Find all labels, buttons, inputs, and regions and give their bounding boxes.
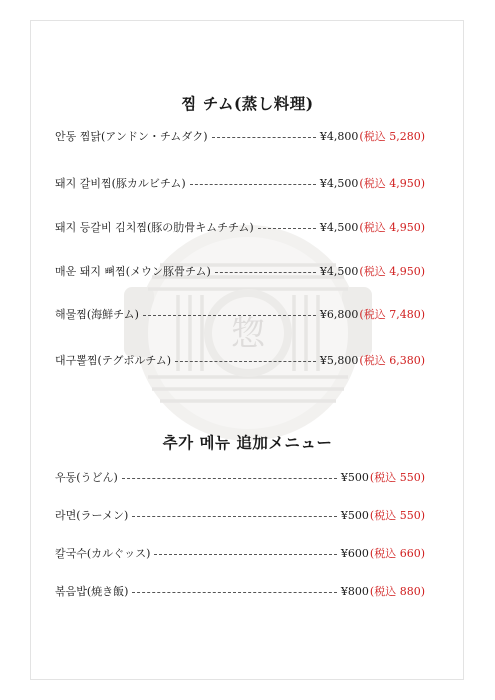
dotted-leader <box>132 592 336 593</box>
menu-item <box>55 219 425 235</box>
menu-item-tax-price: (税込 7,480) <box>359 308 425 321</box>
menu-item-name: 우동(うどん) <box>55 471 118 484</box>
dotted-leader <box>143 315 316 316</box>
menu-item-price: ¥800 <box>340 584 369 598</box>
dotted-leader <box>215 272 316 273</box>
menu-item-name: 돼지 등갈비 김치찜(豚の肋骨キムチチム) <box>55 221 254 234</box>
dotted-leader <box>132 516 337 517</box>
pot-logo-icon <box>118 205 378 455</box>
menu-item <box>55 545 425 561</box>
menu-item-name: 라면(ラーメン) <box>55 509 129 522</box>
section-title-steamed: 찜 チム(蒸し料理) <box>181 94 314 113</box>
dotted-leader <box>212 137 316 138</box>
menu-item-tax-price: (税込 550) <box>369 471 425 484</box>
menu-item-name: 해물찜(海鮮チム) <box>55 308 139 321</box>
menu-item-name: 돼지 갈비찜(豚カルビチム) <box>55 177 186 190</box>
menu-item-price: ¥6,800 <box>319 307 359 321</box>
menu-item <box>55 306 425 322</box>
menu-item-tax-price: (税込 550) <box>369 509 425 522</box>
watermark-glyph: 惣 <box>231 314 265 354</box>
menu-item-tax-price: (税込 880) <box>369 585 425 598</box>
menu-item-tax-price: (税込 5,280) <box>359 130 425 143</box>
menu-item-tax-price: (税込 660) <box>369 547 425 560</box>
menu-item-price: ¥4,500 <box>319 220 359 234</box>
menu-item-price: ¥600 <box>340 546 369 560</box>
menu-item <box>55 175 425 191</box>
menu-item <box>55 263 425 279</box>
menu-item-price: ¥5,800 <box>319 353 359 367</box>
menu-item-tax-price: (税込 4,950) <box>359 265 425 278</box>
menu-item-name: 안동 찜닭(アンドン・チムダク) <box>55 130 208 143</box>
dotted-leader <box>154 554 336 555</box>
menu-item-name: 볶음밥(焼き飯) <box>55 585 129 598</box>
menu-item <box>55 583 425 599</box>
menu-item <box>55 128 425 144</box>
menu-item-price: ¥500 <box>340 470 369 484</box>
menu-item-tax-price: (税込 4,950) <box>359 221 425 234</box>
menu-item-price: ¥500 <box>340 508 369 522</box>
menu-item <box>55 352 425 368</box>
dotted-leader <box>175 361 316 362</box>
menu-item-price: ¥4,500 <box>319 264 359 278</box>
dotted-leader <box>258 228 316 229</box>
menu-item-price: ¥4,500 <box>319 176 359 190</box>
menu-item <box>55 507 425 523</box>
dotted-leader <box>122 478 337 479</box>
menu-item-tax-price: (税込 6,380) <box>359 354 425 367</box>
section-title-extra-menu: 추가 메뉴 追加メニュー <box>162 433 333 452</box>
menu-item-tax-price: (税込 4,950) <box>359 177 425 190</box>
menu-item-name: 매운 돼지 뼈찜(メウン豚骨チム) <box>55 265 211 278</box>
dotted-leader <box>190 184 316 185</box>
menu-item-name: 칼국수(カルぐッス) <box>55 547 151 560</box>
menu-item-price: ¥4,800 <box>319 129 359 143</box>
menu-item-name: 대구뽈찜(テグポルチム) <box>55 354 172 367</box>
menu-item <box>55 469 425 485</box>
